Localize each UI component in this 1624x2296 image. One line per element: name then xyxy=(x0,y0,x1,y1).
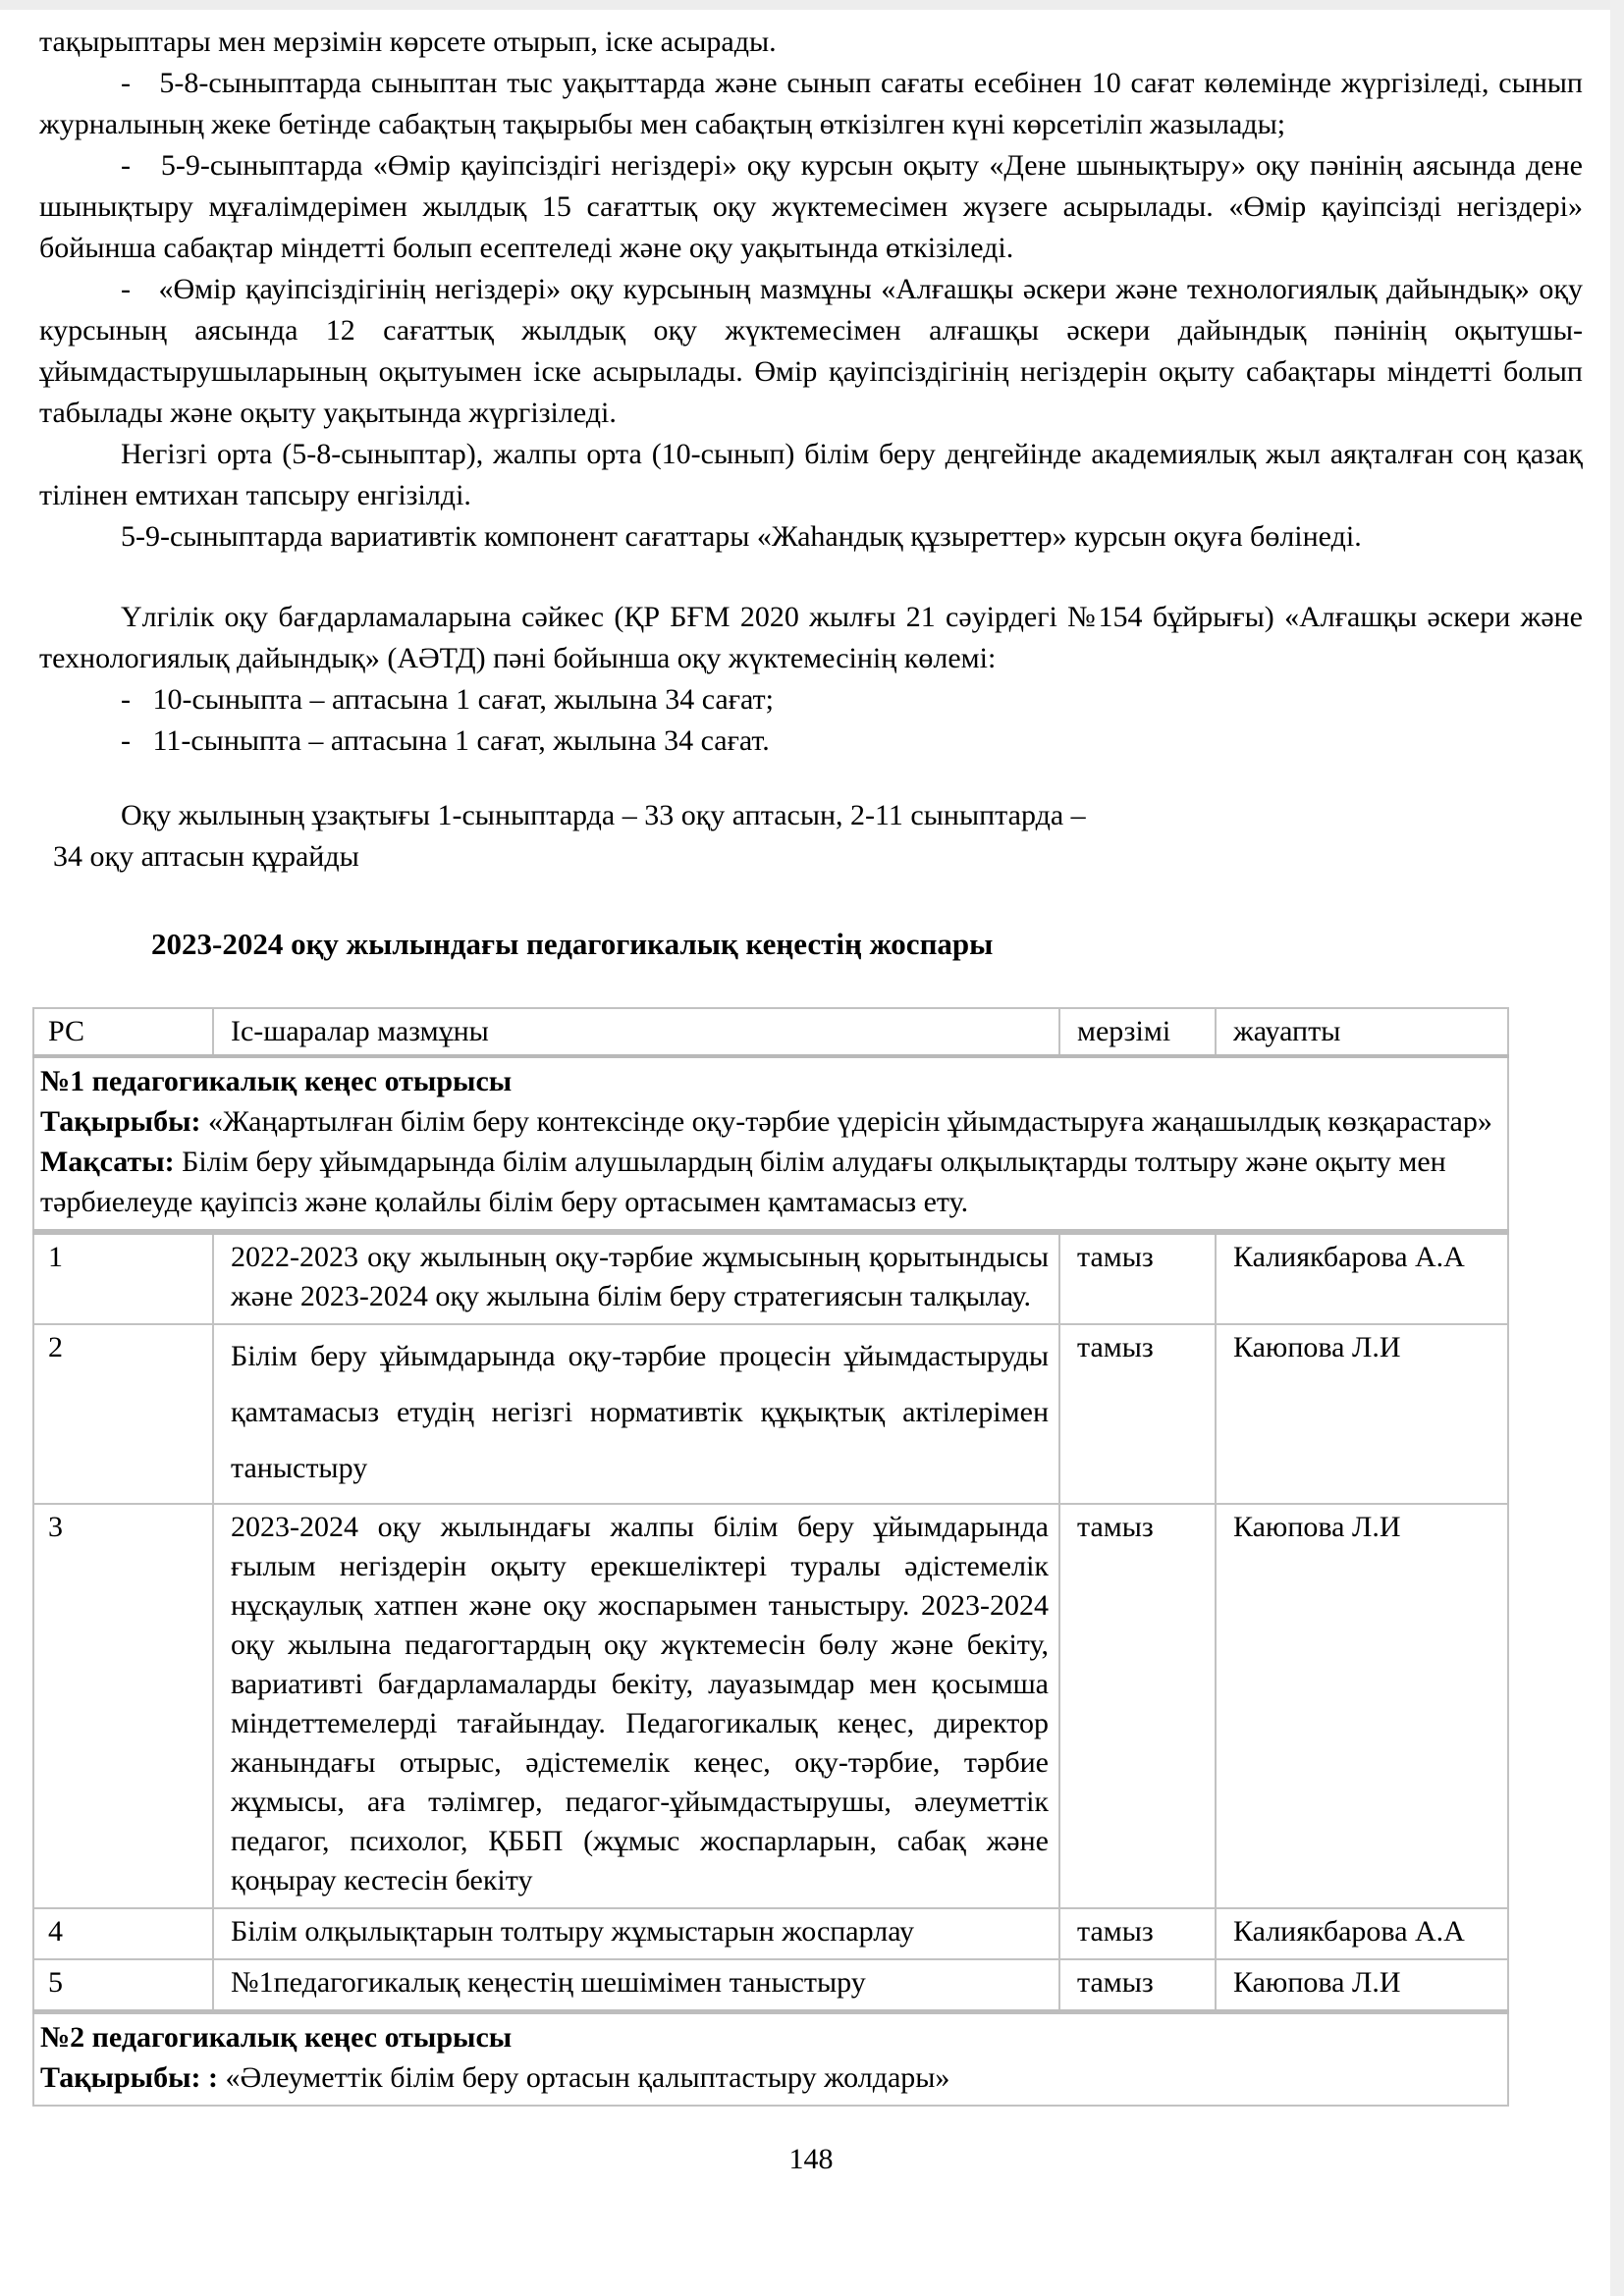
paragraph-model-curricula: Үлгілік оқу бағдарламаларына сәйкес (ҚР БҒМ 2020 жылғы 21 сәуірдегі №154 бұйрығы) «Алғашқы әскери және технологиялық дайындық» (АӘТД) пәні бойынша оқу жүктемесінің көлемі: xyxy=(39,601,1583,674)
plan-heading: 2023-2024 оқу жылындағы педагогикалық кеңестің жоспары xyxy=(151,927,994,961)
paragraph-variative-component: 5-9-сыныптарда вариативтік компонент сағаттары «Жаһандық құзыреттер» курсын оқуға бөлінеді. xyxy=(121,520,1362,553)
row-responsible: Каюпова Л.И xyxy=(1216,1959,1508,2012)
topic-text: «Жаңартылған білім беру контексінде оқу-тәрбие үдерісін ұйымдастыруға жаңашылдық көзқарастар» xyxy=(200,1105,1492,1138)
row-content: 2022-2023 оқу жылының оқу-тәрбие жұмысының қорытындысы және 2023-2024 оқу жылына білім беру стратегиясын талқылау. xyxy=(213,1232,1059,1324)
section-1-topic xyxy=(40,1101,1497,1142)
paragraph-grade-11-load: - 11-сыныпта – аптасына 1 сағат, жылына 34 сағат. xyxy=(121,724,770,757)
section-1-row xyxy=(33,1056,1508,1232)
pedagogical-council-plan-table xyxy=(32,1007,1509,2107)
row-number: 5 xyxy=(33,1959,213,2012)
row-content: 2023-2024 оқу жылындағы жалпы білім беру ұйымдарында ғылым негіздерін оқыту ерекшеліктері туралы әдістемелік нұсқаулық хатпен және оқу жоспарымен таныстыру. 2023-2024 оқу жылына педагогтардың оқу жүктемесін бөлу және бекіту, вариативті бағдарламаларды бекіту, лауазымдар мен қосымша міндеттемелерді тағайындау. Педагогикалық кеңес, директор жанындағы отырыс, әдістемелік кеңес, оқу-тәрбие, тәрбие жұмысы, аға тәлімгер, педагог-ұйымдастырушы, әлеуметтік педагог, психолог, ҚББП (жұмыс жоспарларын, сабақ және қоңырау кестесін бекіту xyxy=(213,1504,1059,1908)
page-number: 148 xyxy=(788,2143,834,2175)
topic-text: «Әлеуметтік білім беру ортасын қалыптастыру жолдары» xyxy=(217,2061,950,2094)
row-term: тамыз xyxy=(1059,1324,1216,1504)
row-responsible: Калиякбарова А.А xyxy=(1216,1908,1508,1959)
paragraph-school-year-duration xyxy=(39,795,1583,878)
row-term: тамыз xyxy=(1059,1908,1216,1959)
row-number: 4 xyxy=(33,1908,213,1959)
section-1-cell xyxy=(33,1056,1508,1232)
paragraph-5-9-life-safety: - 5-9-сыныптарда «Өмір қауіпсіздігі негіздері» оқу курсын оқыту «Дене шынықтыру» оқу пәнінің аясында дене шынықтыру мұғалімдерімен жылдық 15 сағаттық оқу жүктемесімен жүзеге асырылады. «Өмір қауіпсізді негіздері» бойынша сабақтар міндетті болып есептеледі және оқу уақытында өткізіледі. xyxy=(39,149,1583,264)
goal-text: Білім беру ұйымдарында білім алушылардың білім алудағы олқылықтарды толтыру және оқыту мен тәрбиелеуде қауіпсіз және қолайлы білім беру ортасымен қамтамасыз ету. xyxy=(40,1146,1446,1218)
row-term: тамыз xyxy=(1059,1504,1216,1908)
row-number: 3 xyxy=(33,1504,213,1908)
column-header-responsible: жауапты xyxy=(1216,1008,1508,1056)
section-2-row xyxy=(33,2012,1508,2107)
section-2-topic xyxy=(40,2057,1497,2098)
section-2-cell xyxy=(33,2012,1508,2107)
duration-line-1: Оқу жылының ұзақтығы 1-сыныптарда – 33 оқу аптасын, 2-11 сыныптарда – xyxy=(121,799,1086,831)
paragraph-life-safety-content: - «Өмір қауіпсіздігінің негіздері» оқу курсының мазмұны «Алғашқы әскери және технологиялық дайындық» оқу курсының аясында 12 сағаттық жылдық оқу жүктемесімен алғашқы әскери дайындық пәнінің оқытушы-ұйымдастырушыларының оқытуымен іске асырылады. Өмір қауіпсіздігінің негіздерін оқыту сабақтары міндетті болып табылады және оқыту уақытында жүргізіледі. xyxy=(39,273,1583,429)
paragraph-exam-kazakh: Негізгі орта (5-8-сыныптар), жалпы орта (10-сынып) білім беру деңгейінде академиялық жыл аяқталған соң қазақ тілінен емтихан тапсыру енгізілді. xyxy=(39,438,1583,511)
row-term: тамыз xyxy=(1059,1232,1216,1324)
table-row xyxy=(33,1908,1508,1959)
column-header-content: Іс-шаралар мазмұны xyxy=(213,1008,1059,1056)
row-content: №1педагогикалық кеңестің шешімімен таныстыру xyxy=(213,1959,1059,2012)
section-2-title: №2 педагогикалық кеңес отырысы xyxy=(40,2021,513,2054)
topic-label: Тақырыбы: xyxy=(40,1105,201,1138)
section-1-goal xyxy=(40,1142,1497,1222)
row-responsible: Каюпова Л.И xyxy=(1216,1504,1508,1908)
table-header-row xyxy=(33,1008,1508,1056)
row-content: Білім беру ұйымдарында оқу-тәрбие процесін ұйымдастыруды қамтамасыз етудің негізгі нормативтік құқықтық актілерімен таныстыру xyxy=(213,1324,1059,1504)
row-number: 1 xyxy=(33,1232,213,1324)
section-1-title: №1 педагогикалық кеңес отырысы xyxy=(40,1065,513,1097)
row-content: Білім олқылықтарын толтыру жұмыстарын жоспарлау xyxy=(213,1908,1059,1959)
topic-label: Тақырыбы: : xyxy=(40,2061,218,2094)
duration-line-2: 34 оқу аптасын құрайды xyxy=(53,840,359,873)
row-number: 2 xyxy=(33,1324,213,1504)
goal-label: Мақсаты: xyxy=(40,1146,175,1178)
paragraph-grade-10-load: - 10-сыныпта – аптасына 1 сағат, жылына 34 сағат; xyxy=(121,683,774,716)
row-responsible: Каюпова Л.И xyxy=(1216,1324,1508,1504)
row-responsible: Калиякбарова А.А xyxy=(1216,1232,1508,1324)
paragraph-5-8-classes: - 5-8-сыныптарда сыныптан тыс уақыттарда және сынып сағаты есебінен 10 сағат көлемінде жүргізіледі, сынып журналының жеке бетінде сабақтың тақырыбы мен сабақтың өткізілген күні көрсетіліп жазылады; xyxy=(39,67,1583,140)
column-header-term: мерзімі xyxy=(1059,1008,1216,1056)
table-row xyxy=(33,1324,1508,1504)
table-row xyxy=(33,1504,1508,1908)
row-term: тамыз xyxy=(1059,1959,1216,2012)
table-row xyxy=(33,1959,1508,2012)
table-row xyxy=(33,1232,1508,1324)
paragraph-continuation: тақырыптары мен мерзімін көрсете отырып, іске асырады. xyxy=(39,26,777,58)
column-header-ps: РС xyxy=(33,1008,213,1056)
